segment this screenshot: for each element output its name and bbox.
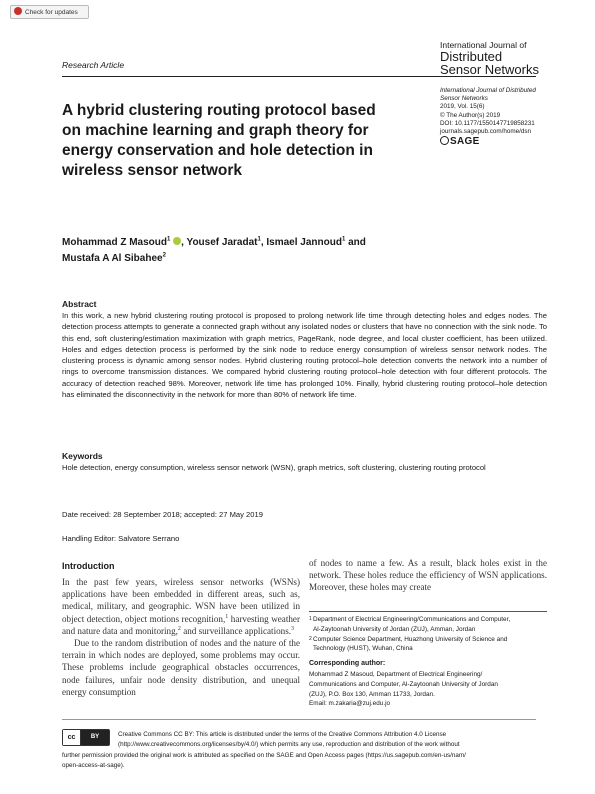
license-line: further permission provided the original work is attributed as specified on the SAGE and Open Access pages (https://us.sagepub.com/en-us/nam/ [62, 751, 466, 759]
section-heading-introduction: Introduction [62, 561, 115, 571]
author-name[interactable]: , Yousef Jaradat [181, 237, 258, 248]
corresponding-author-details [309, 670, 549, 709]
affiliation-number: 2 [309, 635, 312, 642]
meta-journal: International Journal of Distributed [440, 87, 536, 94]
corresponding-line: (ZUJ), P.O. Box 130, Amman 11733, Jordan. [309, 690, 435, 698]
cc-icon-right: BY [81, 730, 109, 745]
affiliation-marker: 2 [162, 252, 166, 259]
meta-volume: 2019, Vol. 15(6) [440, 103, 485, 111]
orcid-icon[interactable] [173, 237, 181, 245]
license-line: open-access-at-sage). [62, 761, 125, 769]
affiliation-marker: 1 [341, 236, 346, 243]
sage-wordmark: SAGE [450, 136, 480, 148]
crossmark-icon [14, 7, 22, 15]
citation[interactable]: 2 [177, 625, 181, 632]
affiliation-marker: 1 [257, 236, 261, 243]
affiliations [309, 615, 559, 654]
keywords-heading: Keywords [62, 451, 103, 461]
article-type: Research Article [62, 60, 125, 70]
meta-url[interactable]: journals.sagepub.com/home/dsn [440, 128, 532, 136]
affiliation-line: Computer Science Department, Huazhong University of Science and [313, 635, 508, 643]
meta-copyright: © The Author(s) 2019 [440, 111, 501, 119]
affiliation-marker: 1 [167, 236, 171, 243]
abstract-heading: Abstract [62, 299, 97, 309]
introduction-left-column [62, 576, 300, 698]
affiliation-number: 1 [309, 616, 312, 622]
abstract-text: In this work, a new hybrid clustering routing protocol is proposed to prolong network life time through detecting holes and edges nodes. The detection process attempts to generate a connected graph without any isolated nodes or clusters that have no connection with the sink node. To this end, soft clustering/estimation maximization with graph metrics, PageRank, node degree, and local cluster coefficient, has been utilized. Holes and edges detection process is performed by the sink node to reduce energy consumption of wireless sensor network nodes. The clustering process is dynamic among sensor nodes. Hybrid clustering routing protocol–hole detection converts the network into a number of rings to overcome transmission distances. We compared hybrid clustering routing protocol–hole detection with four different protocols. The accuracy of detection reached 98%. Moreover, network life time has prolonged 10%. Finally, hybrid clustering routing protocol–hole detection has eliminated the disconnectivity in the network for more than 80% of network life time. [62, 311, 547, 400]
paragraph: In the past few years, wireless sensor networks (WSNs) applications have been embedded in different areas, such as, medical, military, and geographic. WSN have been utilized in object detection, object motions recognition,$^1$ harvesting weather and nature data and monitoring,$^2$ and surveillance applications.$^3$ [62, 577, 300, 636]
paragraph: Due to the random distribution of nodes and the nature of the terrain in which nodes are deployed, some problems may occur. These problems include geographical obstacles occurrences, node failures, unfair node density distribution, and unequal energy consumption [62, 638, 300, 697]
citation[interactable]: 3 [291, 625, 295, 632]
license-text [62, 730, 540, 771]
footer-divider [62, 719, 536, 720]
check-for-updates-label: Check for updates [25, 9, 78, 16]
journal-name-line2: Distributed [440, 48, 503, 64]
handling-editor: Handling Editor: Salvatore Serrano [62, 534, 180, 543]
affiliation-line: Department of Electrical Engineering/Communications and Computer, [313, 616, 511, 623]
check-for-updates-badge[interactable] [10, 5, 89, 19]
introduction-right-column: of nodes to name a few. As a result, black holes exist in the network. These holes reduce the efficiency of WSN applications. Moreover, these holes may create [309, 558, 547, 593]
affiliation-line: Al-Zaytoonah University of Jordan (ZUJ), Amman, Jordan [313, 625, 476, 633]
keywords-text: Hole detection, energy consumption, wireless sensor network (WSN), graph metrics, soft clustering, clustering routing protocol [62, 463, 486, 472]
corresponding-email[interactable]: Email: m.zakaria@zuj.edu.jo [309, 700, 391, 708]
author-separator: and [345, 237, 366, 248]
sage-logo [440, 137, 575, 146]
citation[interactable]: 1 [225, 613, 229, 620]
corresponding-line: Communications and Computer, Al-Zaytoonah University of Jordan [309, 680, 498, 688]
license-line: Creative Commons CC BY: This article is distributed under the terms of the Creative Commons Attribution 4.0 License [118, 731, 447, 738]
journal-logo [440, 41, 560, 76]
dates-line: Date received: 28 September 2018; accepted: 27 May 2019 [62, 510, 263, 519]
license-line: (http://www.creativecommons.org/licenses/by/4.0/) which permits any use, reproduction and distribution of the work without [118, 741, 460, 749]
meta-doi[interactable]: DOI: 10.1177/1550147719858231 [440, 119, 535, 127]
affiliation-line: Technology (HUST), Wuhan, China [313, 645, 413, 653]
cc-icon-left: cc [63, 730, 81, 745]
article-title: A hybrid clustering routing protocol based on machine learning and graph theory for energy conservation and hole detection in wireless sensor network [62, 102, 376, 179]
journal-name-line1: International Journal of [440, 40, 527, 50]
author-list [62, 235, 432, 266]
journal-name-line3: Sensor Networks [440, 61, 539, 77]
footnote-divider [309, 611, 547, 612]
corresponding-author-heading: Corresponding author: [309, 660, 386, 667]
author-name[interactable]: Mustafa A Al Sibahee [62, 252, 163, 264]
sage-circle-icon [440, 136, 449, 145]
author-name[interactable]: , Ismael Jannoud [260, 237, 342, 248]
author-name[interactable]: Mohammad Z Masoud [62, 237, 168, 248]
corresponding-line: Mohammad Z Masoud, Department of Electrical Engineering/ [309, 671, 483, 678]
journal-meta [440, 87, 575, 147]
meta-journal-cont: Sensor Networks [440, 95, 488, 103]
